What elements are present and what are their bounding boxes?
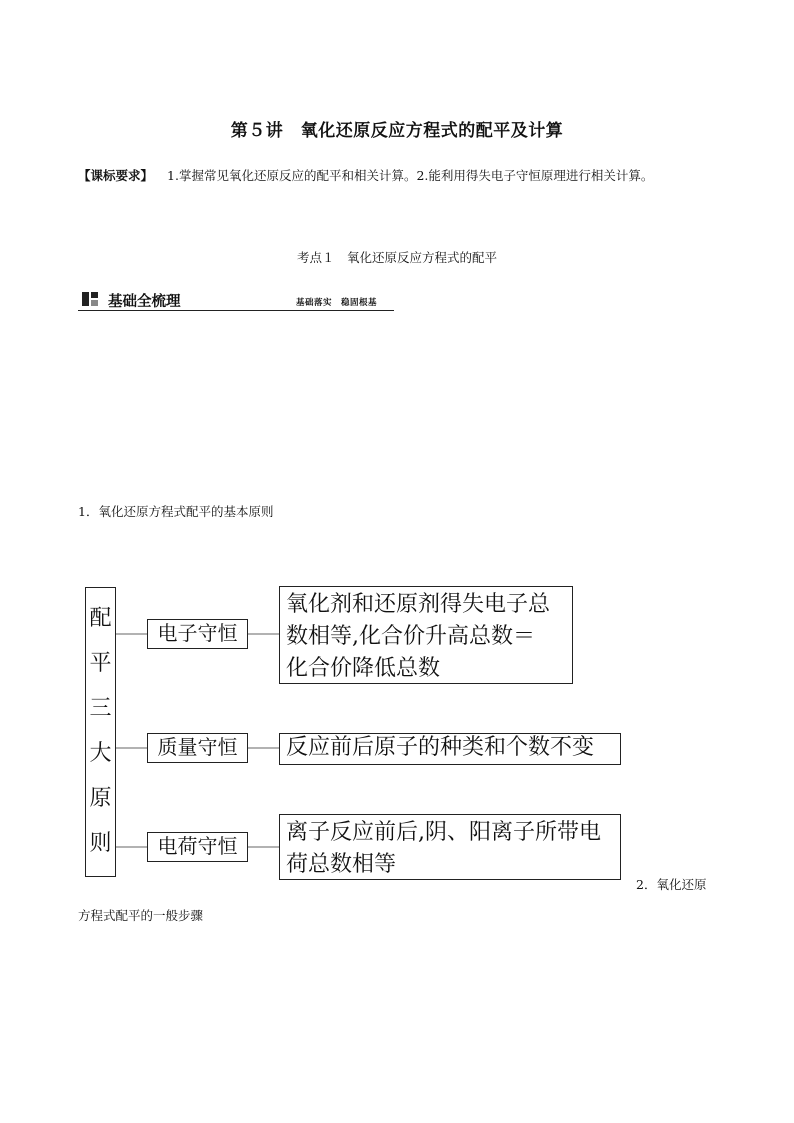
page-title: 第５讲 氧化还原反应方程式的配平及计算 — [230, 121, 564, 141]
detail-line: 化合价降低总数 — [286, 656, 441, 681]
detail-line: 数相等,化合价升高总数＝ — [286, 624, 535, 649]
branch-electron-detail — [279, 586, 573, 684]
detail-line: 反应前后原子的种类和个数不变 — [286, 735, 595, 760]
root-char: 三 — [89, 696, 112, 721]
root-char: 配 — [89, 606, 112, 631]
section-heading: 考点１ 氧化还原反应方程式的配平 — [296, 250, 497, 265]
section-2-heading-end: 方程式配平的一般步骤 — [78, 908, 204, 923]
root-char: 大 — [89, 741, 112, 766]
detail-line: 荷总数相等 — [286, 852, 397, 877]
section-2-heading-start: 2．氧化还原 — [636, 877, 707, 892]
detail-line: 离子反应前后,阴、阳离子所带电 — [286, 820, 601, 845]
root-node — [85, 587, 116, 877]
root-char: 则 — [89, 831, 112, 856]
branch-mass-detail — [279, 733, 621, 765]
branch-electron-conservation: 电子守恒 — [147, 619, 248, 649]
requirement-label: 【课标要求】 — [78, 168, 154, 183]
banner-title: 基础全梳理 — [108, 294, 181, 310]
branch-mass-conservation: 质量守恒 — [147, 733, 248, 763]
section-1-heading: 1．氧化还原方程式配平的基本原则 — [78, 504, 274, 519]
branch-charge-conservation: 电荷守恒 — [147, 832, 248, 862]
detail-line: 氧化剂和还原剂得失电子总 — [286, 592, 551, 617]
branch-charge-detail — [279, 814, 621, 880]
banner-subtitle: 基础落实 稳固根基 — [296, 298, 378, 308]
requirement-text: 1.掌握常见氧化还原反应的配平和相关计算。2.能利用得失电子守恒原理进行相关计算。 — [167, 168, 654, 183]
root-char: 平 — [89, 651, 112, 676]
root-char: 原 — [89, 786, 112, 811]
